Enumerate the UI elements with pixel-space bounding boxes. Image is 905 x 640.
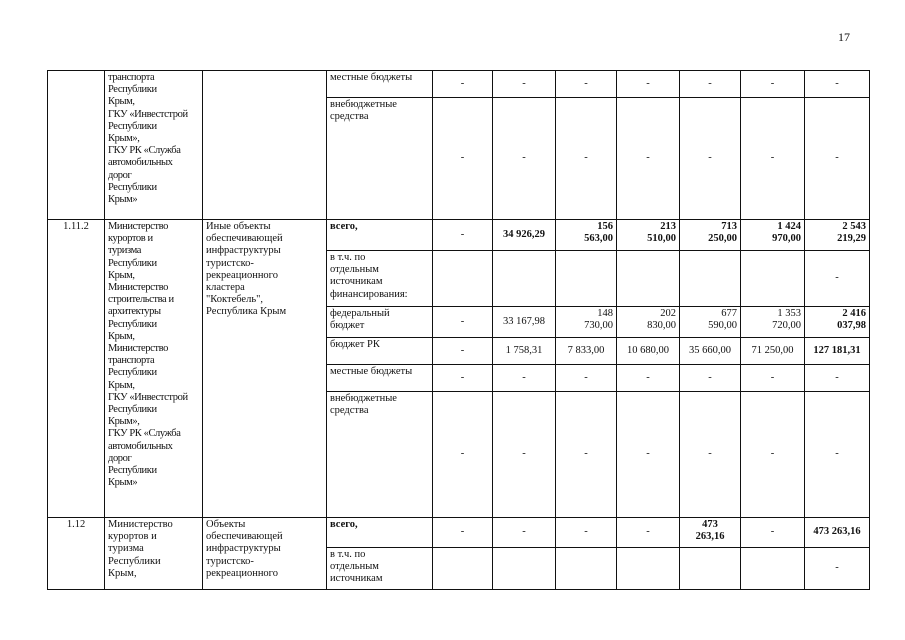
value-cell: - [617, 71, 680, 98]
value-cell: - [741, 71, 805, 98]
value-cell: 473 263,16 [680, 518, 741, 548]
objects-text: Объекты обеспечивающей инфраструктуры туристско- рекреационного [206, 519, 283, 579]
value-cell: 1 758,31 [493, 338, 556, 365]
objects-cell [203, 71, 327, 220]
value-cell: - [805, 71, 870, 98]
item-number: 1.12 [48, 518, 105, 590]
value-cell: 127 181,31 [805, 338, 870, 365]
source-label: местные бюджеты [327, 365, 433, 392]
value-cell: - [741, 392, 805, 518]
value-cell: 7 833,00 [556, 338, 617, 365]
table-row [48, 71, 870, 98]
value-cell: - [493, 365, 556, 392]
value-cell: - [617, 365, 680, 392]
source-label: всего, [327, 220, 433, 251]
value-cell: - [805, 548, 870, 590]
value-cell: - [493, 98, 556, 220]
value-cell: 71 250,00 [741, 338, 805, 365]
value-cell: 677 590,00 [680, 307, 741, 338]
executors-text: Министерство курортов и туризма Республики Крым, [108, 519, 173, 579]
executors-text: транспорта Республики Крым, ГКУ «Инвестстрой Республики Крым», ГКУ РК «Служба автомобильных дорог Республики Крым» [108, 72, 188, 206]
executors-cell [105, 71, 203, 220]
objects-text: Иные объекты обеспечивающей инфраструктуры туристско- рекреационного кластера "Коктебель", Республика Крым [206, 221, 287, 318]
value-cell [433, 548, 493, 590]
value-cell: - [433, 307, 493, 338]
value-cell [741, 548, 805, 590]
value-cell: - [805, 392, 870, 518]
value-cell: 713 250,00 [680, 220, 741, 251]
value-cell: 2 416 037,98 [805, 307, 870, 338]
value-cell: 156 563,00 [556, 220, 617, 251]
value-cell: - [433, 518, 493, 548]
value-cell: - [680, 98, 741, 220]
value-cell: 35 660,00 [680, 338, 741, 365]
financing-table [47, 70, 870, 590]
value-cell: - [556, 71, 617, 98]
source-label: в т.ч. по отдельным источникам финансирования: [327, 251, 433, 307]
value-cell: - [617, 392, 680, 518]
value-cell: - [805, 98, 870, 220]
value-cell: - [433, 220, 493, 251]
table-row [48, 518, 870, 548]
value-cell: - [556, 365, 617, 392]
source-label: всего, [327, 518, 433, 548]
source-label: бюджет РК [327, 338, 433, 365]
value-cell: - [493, 392, 556, 518]
value-cell [741, 251, 805, 307]
value-cell: - [741, 98, 805, 220]
page-number: 17 [838, 30, 850, 44]
value-cell: - [617, 98, 680, 220]
value-cell: 10 680,00 [617, 338, 680, 365]
value-cell: 1 353 720,00 [741, 307, 805, 338]
value-cell: - [556, 98, 617, 220]
value-cell: 33 167,98 [493, 307, 556, 338]
value-cell: - [805, 251, 870, 307]
source-label: внебюджетные средства [327, 392, 433, 518]
value-cell: - [433, 338, 493, 365]
value-cell: - [433, 365, 493, 392]
source-label: в т.ч. по отдельным источникам [327, 548, 433, 590]
value-cell [617, 548, 680, 590]
value-cell: - [433, 392, 493, 518]
value-cell: - [617, 518, 680, 548]
executors-cell [105, 220, 203, 518]
item-number-cell [48, 71, 105, 220]
value-cell: - [433, 71, 493, 98]
source-label: местные бюджеты [327, 71, 433, 98]
value-cell: - [556, 518, 617, 548]
value-cell: - [493, 71, 556, 98]
value-cell: 34 926,29 [493, 220, 556, 251]
source-label: федеральный бюджет [327, 307, 433, 338]
value-cell: 1 424 970,00 [741, 220, 805, 251]
value-cell [433, 251, 493, 307]
table-row [48, 220, 870, 251]
value-cell: - [680, 365, 741, 392]
value-cell: - [556, 392, 617, 518]
source-label: внебюджетные средства [327, 98, 433, 220]
value-cell: - [433, 98, 493, 220]
objects-cell [203, 220, 327, 518]
value-cell: - [741, 518, 805, 548]
value-cell [556, 548, 617, 590]
value-cell [493, 548, 556, 590]
value-cell: 148 730,00 [556, 307, 617, 338]
value-cell [617, 251, 680, 307]
value-cell: 473 263,16 [805, 518, 870, 548]
value-cell: - [680, 71, 741, 98]
value-cell: 202 830,00 [617, 307, 680, 338]
value-cell: - [680, 392, 741, 518]
value-cell [680, 548, 741, 590]
value-cell: - [493, 518, 556, 548]
item-number: 1.11.2 [48, 220, 105, 518]
value-cell [493, 251, 556, 307]
value-cell: - [805, 365, 870, 392]
objects-cell [203, 518, 327, 590]
value-cell [680, 251, 741, 307]
value-cell: 213 510,00 [617, 220, 680, 251]
value-cell [556, 251, 617, 307]
executors-cell [105, 518, 203, 590]
value-cell: - [741, 365, 805, 392]
value-cell: 2 543 219,29 [805, 220, 870, 251]
executors-text: Министерство курортов и туризма Республики Крым, Министерство строительства и архитектуры Республики Крым, Министерство транспорта Республики Крым, ГКУ «Инвестстрой Республики Крым», ГКУ РК «Служба автомобильных дорог Республики Крым» [108, 221, 188, 489]
